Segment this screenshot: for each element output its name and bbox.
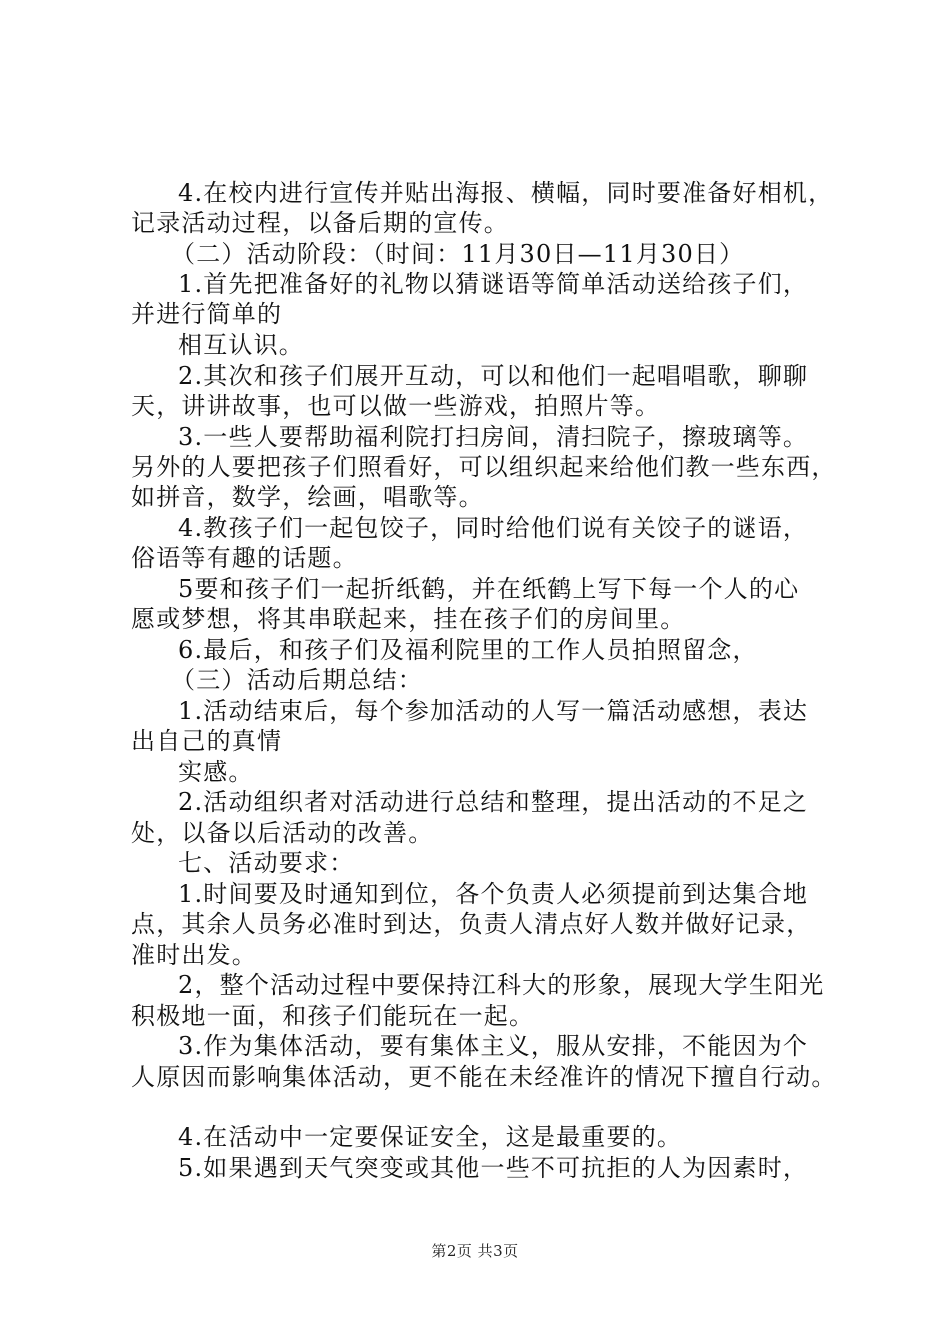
body-text-line: 3.一些人要帮助福利院打扫房间，清扫院子，擦玻璃等。 [178,423,809,451]
body-text-line: 2.活动组织者对活动进行总结和整理，提出活动的不足之 [178,788,809,816]
body-text-line: 4.在校内进行宣传并贴出海报、横幅，同时要准备好相机， [178,179,834,207]
body-text-line: 如拼音，数学，绘画，唱歌等。 [131,483,484,511]
body-text-line: 1.首先把准备好的礼物以猜谜语等简单活动送给孩子们， [178,270,809,298]
body-text-line: 4.教孩子们一起包饺子，同时给他们说有关饺子的谜语， [178,514,809,542]
section-heading: （二）活动阶段：（时间：11月30日—11月30日） [171,240,745,268]
body-text-line: 1.时间要及时通知到位，各个负责人必须提前到达集合地 [178,880,809,908]
body-text-line: 5要和孩子们一起折纸鹤，并在纸鹤上写下每一个人的心 [178,575,800,603]
body-text-line: 愿或梦想，将其串联起来，挂在孩子们的房间里。 [131,605,686,633]
body-text-line: 天，讲讲故事，也可以做一些游戏，拍照片等。 [131,392,661,420]
body-text-line: 4.在活动中一定要保证安全，这是最重要的。 [178,1123,683,1151]
body-text-line: 并进行简单的 [131,300,283,328]
body-text-line: 2，整个活动过程中要保持江科大的形象，展现大学生阳光 [178,971,825,999]
body-text-line: 3.作为集体活动，要有集体主义，服从安排，不能因为个 [178,1032,809,1060]
body-text-line: 准时出发。 [131,941,257,969]
body-text-line: 1.活动结束后，每个参加活动的人写一篇活动感想，表达 [178,697,809,725]
section-heading: 七、活动要求： [178,849,355,877]
body-text-line: 人原因而影响集体活动，更不能在未经准许的情况下擅自行动。 [131,1063,837,1091]
body-text-line: 处，以备以后活动的改善。 [131,819,434,847]
body-text-line: 点，其余人员务必准时到达，负责人清点好人数并做好记录， [131,910,812,938]
body-text-line: 实感。 [178,758,254,786]
body-text-line: 俗语等有趣的话题。 [131,544,358,572]
section-heading: （三）活动后期总结： [171,666,423,694]
body-text-line: 2.其次和孩子们展开互动，可以和他们一起唱唱歌，聊聊 [178,362,809,390]
body-text-line: 积极地一面，和孩子们能玩在一起。 [131,1002,535,1030]
body-text-line: 另外的人要把孩子们照看好，可以组织起来给他们教一些东西， [131,453,837,481]
body-text-line: 6.最后，和孩子们及福利院里的工作人员拍照留念， [178,636,758,664]
body-text-line: 相互认识。 [178,331,304,359]
body-text-line: 记录活动过程，以备后期的宣传。 [131,209,509,237]
body-text-line: 5.如果遇到天气突变或其他一些不可抗拒的人为因素时， [178,1154,809,1182]
page-footer: 第2页 共3页 [431,1242,519,1260]
body-text-line: 出自己的真情 [131,727,283,755]
